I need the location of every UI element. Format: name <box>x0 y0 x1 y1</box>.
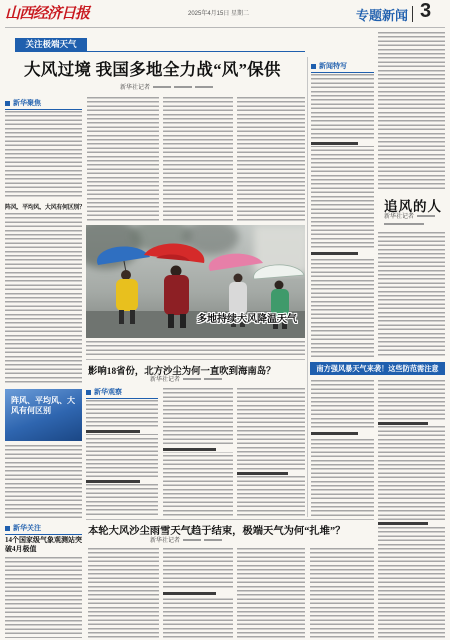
byline-name <box>183 378 201 380</box>
subhead-line <box>163 446 233 452</box>
article-text-block <box>5 111 82 199</box>
subhead-line <box>237 470 305 476</box>
photo-overlay-caption: 多地持续大风降温天气 <box>197 314 297 325</box>
page-number-divider <box>412 6 413 22</box>
byline-label: 新华社记者 <box>150 538 181 544</box>
sand-story-byline <box>150 377 222 384</box>
article-text-block <box>237 388 305 517</box>
feature-title: 追风的人 <box>384 199 442 214</box>
tag-xinhua-observe: 新华观察 <box>86 388 158 399</box>
section-rule <box>86 519 374 520</box>
byline-label: 新华社记者 <box>120 85 151 91</box>
bottom-story-byline <box>150 538 222 545</box>
subhead-line <box>311 140 374 146</box>
lead-headline: 大风过境 我国多地全力战“风”保供 <box>24 60 281 79</box>
article-text-block <box>5 213 82 384</box>
masthead-rule <box>5 27 445 28</box>
south-story-banner: 南方强风暴天气来袭！这些防范需注意 <box>310 362 445 375</box>
wind-types-headline: 阵风、平均风、大风有何区别？ <box>5 205 85 211</box>
article-text-block <box>163 388 233 517</box>
subhead-line <box>86 478 158 484</box>
article-text-block <box>5 557 82 638</box>
issue-date: 2025年4月15日 星期二 <box>188 11 250 17</box>
byline-name <box>384 223 424 225</box>
subhead-line <box>311 250 374 256</box>
page-number: 3 <box>420 0 432 22</box>
article-text-block <box>87 97 159 221</box>
sand-story-headline: 影响18省份，北方沙尘为何一直吹到海南岛？ <box>88 367 276 377</box>
article-text-block <box>311 380 374 517</box>
masthead-logo: 山西经济日报 <box>5 6 90 22</box>
subhead-line <box>163 590 233 596</box>
wind-types-graphic: 阵风、平均风、大风有何区别 <box>5 389 82 441</box>
subhead-line <box>86 428 158 434</box>
byline-label: 新华社记者 <box>384 214 415 220</box>
article-text-block <box>378 380 445 638</box>
subhead-line <box>378 420 445 426</box>
column-rule <box>307 57 308 517</box>
article-text-block <box>88 548 159 638</box>
news-photo <box>86 225 305 338</box>
byline-name <box>417 215 435 217</box>
article-text-block <box>310 548 374 638</box>
article-text-block <box>5 445 82 520</box>
article-text-block <box>378 32 445 190</box>
tag-xinhua-attention: 新华关注 <box>5 524 82 535</box>
article-text-block <box>86 400 158 517</box>
topic-banner: 关注极端天气 <box>15 38 87 51</box>
article-text-block <box>163 97 233 221</box>
stations-headline: 14个国家级气象观测站突破4月极值 <box>5 536 82 553</box>
tag-news-feature: 新闻特写 <box>311 62 374 73</box>
byline-name <box>153 86 171 88</box>
byline-name <box>195 86 213 88</box>
article-text-block <box>237 97 305 221</box>
photo-caption-text <box>86 341 305 355</box>
subhead-line <box>311 430 374 436</box>
byline-name <box>204 539 222 541</box>
byline-label: 新华社记者 <box>150 377 181 383</box>
tag-xinhua-focus: 新华聚焦 <box>5 99 82 110</box>
banner-rule <box>15 51 305 52</box>
byline-name <box>204 378 222 380</box>
article-text-block <box>311 74 374 358</box>
byline-name <box>174 86 192 88</box>
feature-byline <box>384 214 435 221</box>
article-text-block <box>237 548 305 638</box>
bottom-story-headline: 本轮大风沙尘雨雪天气趋于结束，极端天气为何“扎堆”？ <box>88 526 346 537</box>
byline-name <box>183 539 201 541</box>
lead-byline <box>120 85 213 92</box>
section-rule <box>86 359 305 360</box>
subhead-line <box>378 520 445 526</box>
section-title: 专题新闻 <box>356 8 409 23</box>
article-text-block <box>378 232 445 358</box>
